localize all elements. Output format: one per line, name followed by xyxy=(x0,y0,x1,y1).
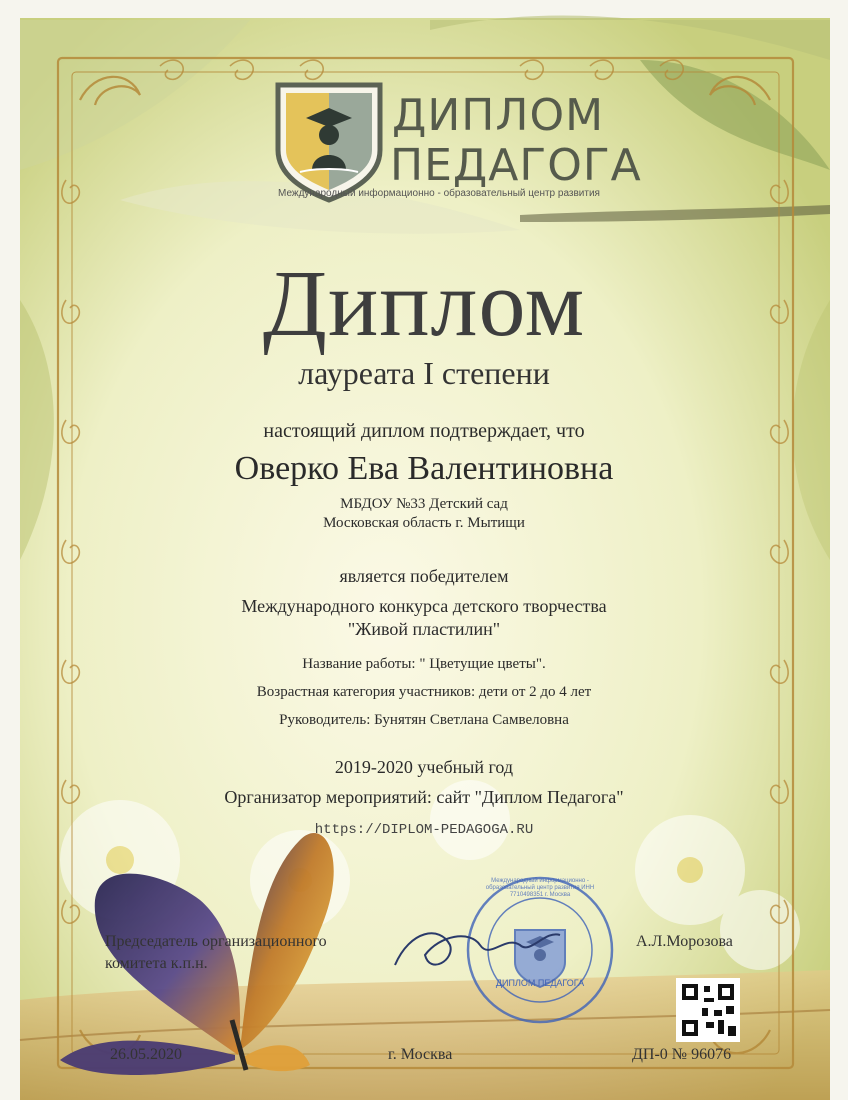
brand-subtitle: Международный информационно - образовательный центр развития xyxy=(278,188,600,199)
issue-city: г. Москва xyxy=(388,1046,453,1063)
work-title: Название работы: " Цветущие цветы". xyxy=(302,656,546,672)
diploma-title: Диплом xyxy=(262,252,586,356)
organizer: Организатор мероприятий: сайт "Диплом Педагога" xyxy=(224,787,624,807)
confirm-text: настоящий диплом подтверждает, что xyxy=(263,420,585,442)
website-link[interactable]: https://DIPLOM-PEDAGOGA.RU xyxy=(314,822,534,838)
recipient-name: Оверко Ева Валентиновна xyxy=(234,450,614,487)
stamp-center-text: ДИПЛОМ ПЕДАГОГА xyxy=(495,978,585,988)
age-category: Возрастная категория участников: дети от 2 до 4 лет xyxy=(256,684,592,700)
school-year: 2019-2020 учебный год xyxy=(334,757,514,777)
issue-date: 26.05.2020 xyxy=(110,1046,182,1063)
supervisor: Руководитель: Бунятян Светлана Самвеловна xyxy=(279,712,569,728)
contest-line2: "Живой пластилин" xyxy=(347,619,501,639)
organization-line1: МБДОУ №33 Детский сад xyxy=(340,496,508,512)
stamp-ring-text: Международный информационно - образовательный центр развития ИНН 7710498351 г. Москва xyxy=(485,878,595,898)
diploma-degree: лауреата I степени xyxy=(298,355,550,391)
winner-text: является победителем xyxy=(339,566,509,586)
signatory-name: А.Л.Морозова xyxy=(636,933,733,950)
qr-code-icon xyxy=(676,978,740,1042)
contest-line1: Международного конкурса детского творчества xyxy=(241,596,607,616)
brand-title-line1: ДИПЛОМ xyxy=(392,90,605,141)
diploma-number: ДП-0 № 96076 xyxy=(632,1046,732,1063)
logo-shield-icon xyxy=(278,85,380,200)
organization-line2: Московская область г. Мытищи xyxy=(323,515,525,531)
chairman-line1: Председатель организационного xyxy=(105,933,327,950)
brand-title-line2: ПЕДАГОГА xyxy=(390,140,642,191)
chairman-line2: комитета к.п.н. xyxy=(105,955,208,972)
